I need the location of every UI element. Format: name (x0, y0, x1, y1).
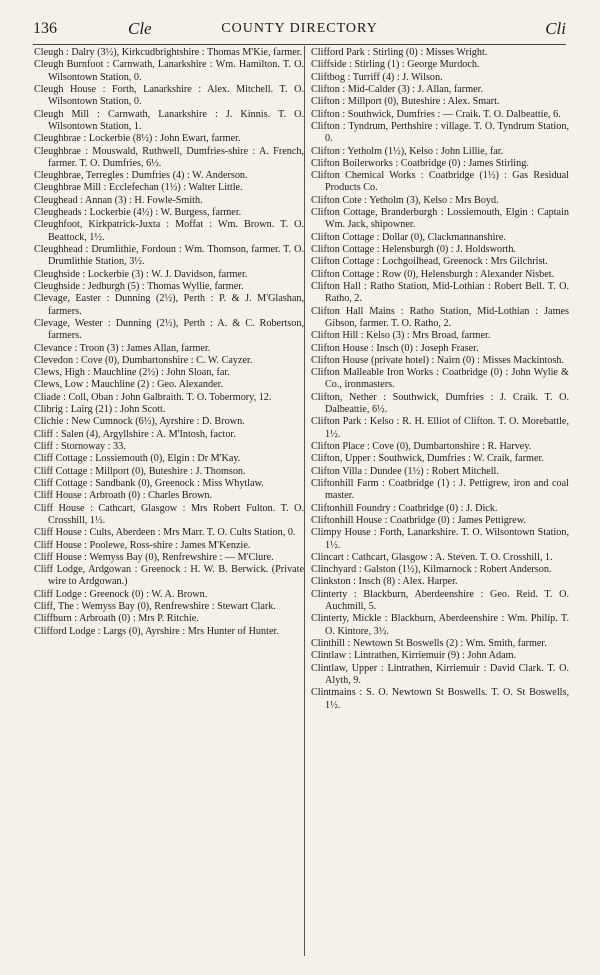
directory-entry: Clincart : Cathcart, Glasgow : A. Steven. T. O. Crosshill, 1. (311, 551, 553, 563)
directory-entry: Cliff Cottage : Sandbank (0), Greenock : Miss Whytlaw. (34, 477, 264, 489)
directory-entry: Cliff Lodge, Ardgowan : Greenock : H. W. B. Berwick. (Private wire to Ardgowan.) (34, 564, 304, 588)
directory-entry: Clifton : Millport (0), Buteshire : Alex. Smart. (311, 96, 500, 108)
directory-entry: Clevage, Wester : Dunning (2½), Perth : A. & C. Robertson, farmers. (34, 317, 304, 342)
directory-entry: Clifton Cottage : Lochgoilhead, Greenock : Mrs Gilchrist. (311, 256, 548, 268)
column-divider (304, 46, 305, 956)
directory-entry: Cliff House : Arbroath (0) : Charles Brown. (34, 490, 213, 502)
directory-entry: Cleugh Mill : Carnwath, Lanarkshire : J. Kinnis. T. O. Wilsontown Station, 1. (34, 108, 304, 132)
directory-entry: Clifton Hall : Ratho Station, Mid-Lothian : Robert Bell. T. O. Ratho, 2. (311, 280, 569, 305)
directory-entry: Cleugh Burnfoot : Carnwath, Lanarkshire : Wm. Hamilton. T. O. Wilsontown Station, 0. (34, 59, 304, 83)
directory-entry: Cleughbrae Mill : Ecclefechan (1½) : Walter Little. (34, 182, 243, 194)
directory-entry: Clibrig : Lairg (21) : John Scott. (34, 404, 166, 416)
directory-entry: Clews, Low : Mauchline (2) : Geo. Alexander. (34, 379, 223, 391)
directory-entry: Cliff : Salen (4), Argyllshire : A. M'Intosh, factor. (34, 428, 236, 440)
directory-entry: Cliftonhill House : Coatbridge (0) : James Pettigrew. (311, 514, 526, 526)
directory-entry: Clifton House : Insch (0) : Joseph Fraser. (311, 342, 479, 354)
directory-entry: Clinthill : Newtown St Boswells (2) : Wm. Smith, farmer. (311, 638, 547, 649)
left-column (34, 47, 304, 957)
directory-entry: Cleughbrae : Mouswald, Ruthwell, Dumfries-shire : A. French, farmer. T. O. Dumfries, 6½. (34, 145, 304, 169)
directory-entry: Cleughbrae, Terregles : Dumfries (4) : W. Anderson. (34, 170, 248, 182)
directory-entry: Cliff House : Wemyss Bay (0), Renfrewshire : — M'Clure. (34, 551, 274, 563)
directory-entry: Clifton : Yetholm (1½), Kelso : John Lillie, far. (311, 145, 504, 157)
directory-entry: Cleugh : Dalry (3½), Kirkcudbrightshire : Thomas M'Kie, farmer. (34, 47, 303, 58)
directory-entry: Clevedon : Cove (0), Dumbartonshire : C. W. Cayzer. (34, 354, 253, 366)
directory-entry: Clifton : Mid-Calder (3) : J. Allan, farmer. (311, 83, 484, 95)
header-key-left: Cle (128, 19, 152, 38)
directory-entry: Clichie : New Cumnock (6½), Ayrshire : D. Brown. (34, 416, 245, 428)
directory-entry: Clintlaw, Upper : Lintrathen, Kirriemuir : David Clark. T. O. Alyth, 9. (311, 662, 569, 686)
directory-entry: Clinterty : Blackburn, Aberdeenshire : Geo. Reid. T. O. Auchmill, 5. (311, 588, 569, 613)
directory-entry: Clifton House (private hotel) : Nairn (0) : Misses Mackintosh. (311, 354, 564, 366)
directory-entry: Clifton : Tyndrum, Perthshire : village. T. O. Tyndrum Station, 0. (311, 120, 569, 145)
directory-entry: Clifton Cottage, Branderburgh : Lossiemouth, Elgin : Captain Wm. Jack, shipowner. (311, 207, 569, 231)
directory-entry: Cliff : Stornoway : 33. (34, 441, 126, 452)
directory-entry: Cleugheads : Lockerbie (4½) : W. Burgess, farmer. (34, 207, 242, 219)
directory-entry: Clifton Hill : Kelso (3) : Mrs Broad, farmer. (311, 330, 491, 342)
directory-entry: Cleughfoot, Kirkpatrick-Juxta : Moffat : Wm. Brown. T. O. Beattock, 1½. (34, 219, 304, 243)
directory-entry: Clifton Hall Mains : Ratho Station, Mid-Lothian : James Gibson, farmer. T. O. Ratho, 2. (311, 305, 569, 329)
directory-entry: Cliff House : Poolewe, Ross-shire : James M'Kenzie. (34, 539, 251, 551)
directory-entry: Clifton Place : Cove (0), Dumbartonshire : R. Harvey. (311, 441, 532, 452)
directory-entry: Cleughbrae : Lockerbie (8½) : John Ewart, farmer. (34, 133, 241, 145)
directory-entry: Clifton, Nether : Southwick, Dumfries : J. Craik. T. O. Dalbeattie, 6½. (311, 391, 569, 416)
directory-entry: Cliftonhill Foundry : Coatbridge (0) : J. Dick. (311, 502, 498, 514)
directory-entry: Clifton, Upper : Southwick, Dumfries : W. Craik, farmer. (311, 453, 544, 465)
directory-entry: Cleugh House : Forth, Lanarkshire : Alex. Mitchell. T. O. Wilsontown Station, 0. (34, 83, 304, 108)
directory-entry: Cleughead : Annan (3) : H. Fowle-Smith. (34, 194, 203, 206)
directory-entry: Climpy House : Forth, Lanarkshire. T. O. Wilsontown Station, 1½. (311, 527, 569, 551)
directory-entry: Clifton : Southwick, Dumfries : — Craik. T. O. Dalbeattie, 6. (311, 108, 561, 120)
directory-entry: Clews, High : Mauchline (2½) : John Sloan, far. (34, 367, 230, 379)
right-column (311, 47, 569, 957)
directory-entry: Clifton Chemical Works : Coatbridge (1½) : Gas Residual Products Co. (311, 170, 569, 194)
directory-entry: Cleughside : Lockerbie (3) : W. J. Davidson, farmer. (34, 268, 248, 280)
directory-entry: Cleughside : Jedburgh (5) : Thomas Wyllie, farmer. (34, 280, 244, 292)
page-title: COUNTY DIRECTORY (221, 21, 378, 36)
directory-entry: Clifton Cottage : Row (0), Helensburgh : Alexander Nisbet. (311, 268, 555, 280)
header-rule (33, 44, 566, 45)
directory-entry: Cliff House : Cathcart, Glasgow : Mrs Robert Fulton. T. O. Crosshill, 1½. (34, 502, 304, 526)
directory-entry: Cliffside : Stirling (1) : George Murdoch. (311, 59, 480, 71)
directory-entry: Clinkston : Insch (8) : Alex. Harper. (311, 576, 458, 588)
directory-entry: Cliffburn : Arbroath (0) : Mrs P. Ritchie. (34, 613, 199, 625)
directory-entry: Clinchyard : Galston (1½), Kilmarnock : Robert Anderson. (311, 564, 552, 576)
directory-entry: Clevage, Easter : Dunning (2½), Perth : P. & J. M'Glashan, farmers. (34, 293, 304, 317)
directory-entry: Cliade : Coll, Oban : John Galbraith. T. O. Tobermory, 12. (34, 391, 272, 403)
directory-entry: Clevance : Troon (3) : James Allan, farmer. (34, 342, 211, 354)
directory-entry: Clifton Cote : Yetholm (3), Kelso : Mrs Boyd. (311, 194, 499, 206)
directory-entry: Clifton Boilerworks : Coatbridge (0) : James Stirling. (311, 157, 529, 169)
directory-entry: Cliff Lodge : Greenock (0) : W. A. Brown. (34, 588, 208, 600)
directory-entry: Cliff, The : Wemyss Bay (0), Renfrewshire : Stewart Clark. (34, 601, 276, 613)
page-header (33, 20, 566, 42)
directory-entry: Clifton Cottage : Dollar (0), Clackmannanshire. (311, 231, 506, 243)
directory-entry: Clintlaw : Lintrathen, Kirriemuir (9) : John Adam. (311, 650, 517, 662)
directory-entry: Cliff Cottage : Lossiemouth (0), Elgin : Dr M'Kay. (34, 453, 241, 465)
page-number: 136 (33, 20, 57, 37)
directory-entry: Clifton Malleable Iron Works : Coatbridge (0) : John Wylie & Co., ironmasters. (311, 367, 569, 391)
directory-entry: Cliftbog : Turriff (4) : J. Wilson. (311, 71, 443, 83)
directory-entry: Clifton Cottage : Helensburgh (0) : J. Holdsworth. (311, 244, 516, 255)
directory-entry: Clintmains : S. O. Newtown St Boswells. T. O. St Boswells, 1½. (311, 687, 569, 711)
directory-entry: Cleughhead : Drumlithie, Fordoun : Wm. Thomson, farmer. T. O. Drumlithie Station, 3½. (34, 244, 304, 268)
directory-entry: Clifton Villa : Dundee (1½) : Robert Mitchell. (311, 465, 499, 477)
directory-entry: Cliff House : Cults, Aberdeen : Mrs Marr. T. O. Cults Station, 0. (34, 527, 296, 539)
directory-entry: Clifford Lodge : Largs (0), Ayrshire : Mrs Hunter of Hunter. (34, 625, 279, 637)
directory-entry: Clifton Park : Kelso : R. H. Elliot of Clifton. T. O. Morebattle, 1½. (311, 416, 569, 440)
header-key-right: Cli (545, 19, 566, 38)
directory-entry: Cliff Cottage : Millport (0), Buteshire : J. Thomson. (34, 465, 246, 477)
directory-entry: Cliftonhill Farm : Coatbridge (1) : J. Pettigrew, iron and coal master. (311, 477, 569, 502)
directory-entry: Clinterty, Mickle : Blackburn, Aberdeenshire : Wm. Philip. T. O. Kintore, 3½. (311, 613, 569, 637)
directory-entry: Clifford Park : Stirling (0) : Misses Wright. (311, 47, 488, 58)
